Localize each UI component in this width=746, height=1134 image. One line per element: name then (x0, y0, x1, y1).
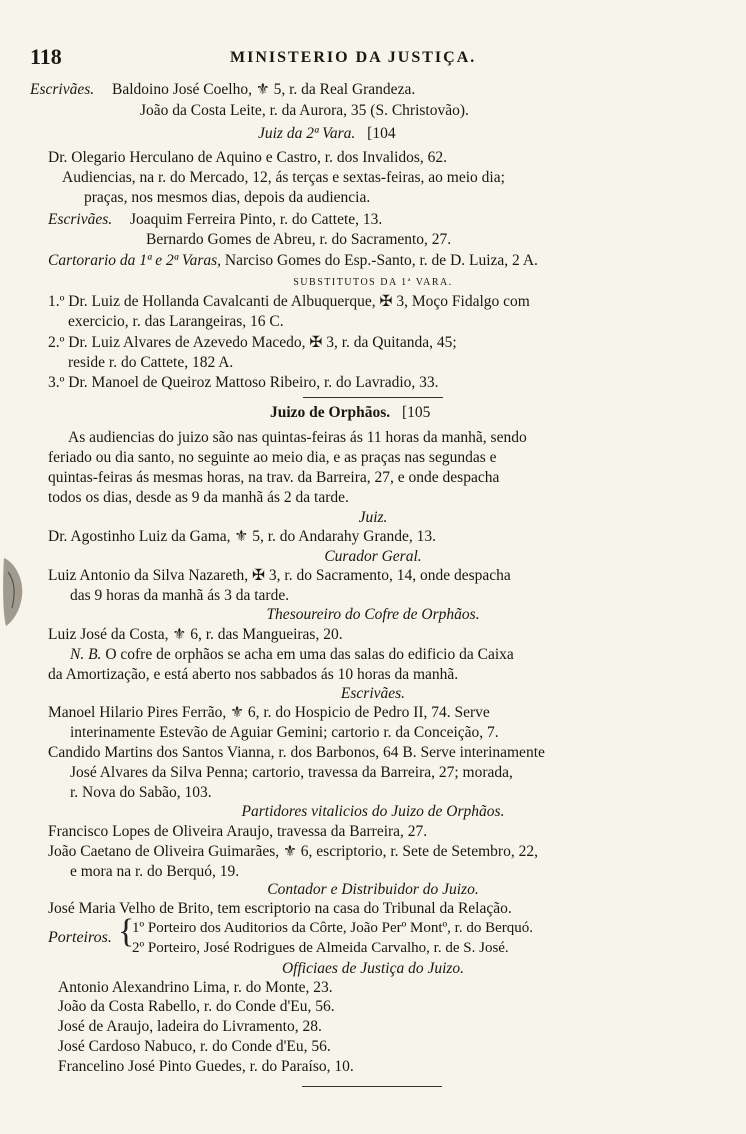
entry-line (48, 566, 511, 586)
entry-line: r. Nova do Sabão, 103. (70, 784, 212, 801)
subheading-partidores: Partidores vitalicios do Juizo de Orphãos. (241, 803, 505, 820)
entry-text: 1.º Dr. Luiz de Hollanda Cavalcanti de Albuquerque, (48, 293, 380, 310)
entry-line: José de Araujo, ladeira do Livramento, 28. (58, 1018, 322, 1035)
entry-line (48, 842, 538, 862)
entry-line: João da Costa Rabello, r. do Conde d'Eu, 56. (58, 998, 335, 1015)
entry-text: Dr. Agostinho Luiz da Gama, (48, 528, 235, 545)
entry-line: reside r. do Cattete, 182 A. (68, 354, 234, 371)
entry-text: 6, r. do Hospicio de Pedro II, 74. Serve (247, 704, 490, 721)
entry-line: Francelino José Pinto Guedes, r. do Paraíso, 10. (58, 1058, 354, 1075)
entry-line: José Alvares da Silva Penna; cartorio, travessa da Barreira, 27; morada, (70, 764, 513, 781)
entry-text: Narciso Gomes do Esp.-Santo, r. de D. Luiza, 2 A. (224, 252, 538, 269)
subheading-curador: Curador Geral. (324, 548, 422, 565)
entry-line: As audiencias do juizo são nas quintas-feiras ás 11 horas da manhã, sendo (68, 429, 527, 446)
cross-order-icon: ✠ (252, 567, 266, 584)
entry-line: interinamente Estevão de Aguiar Gemini; cartorio r. da Conceição, 7. (70, 724, 499, 741)
entry-text: João Caetano de Oliveira Guimarães, (48, 843, 283, 860)
entry-line (48, 703, 490, 723)
section-heading (258, 124, 396, 144)
subheading-juiz: Juiz. (358, 509, 388, 526)
entry-line: todos os dias, desde as 9 da manhã ás 2 da tarde. (48, 489, 349, 506)
page-title: MINISTERIO DA JUSTIÇA. (230, 49, 477, 66)
subheading-escrivaes: Escrivães. (340, 685, 406, 702)
entry-line (48, 625, 343, 645)
entry-line: feriado ou dia santo, no seguinte ao meio dia, e as praças nas segundas e (48, 449, 497, 466)
entry-line: João da Costa Leite, r. da Aurora, 35 (S. Christovão). (140, 102, 469, 119)
section-divider (303, 397, 443, 398)
entry-line: Antonio Alexandrino Lima, r. do Monte, 23. (58, 979, 333, 996)
reference-number: [105 (402, 404, 431, 421)
entry-text: 6, escriptorio, r. Sete de Setembro, 22, (300, 843, 538, 860)
cross-order-icon: ✠ (309, 334, 323, 351)
entry-text: O cofre de orphãos se acha em uma das salas do edificio da Caixa (105, 646, 514, 663)
heading-text: Juizo de Orphãos. (270, 404, 391, 421)
rose-order-icon: ⚜ (283, 843, 297, 860)
reference-number: [104 (367, 125, 396, 142)
entry-line: Candido Martins dos Santos Vianna, r. dos Barbonos, 64 B. Serve interinamente (48, 744, 545, 761)
label-porteiros: Porteiros. (48, 929, 112, 946)
subheading-thesoureiro: Thesoureiro do Cofre de Orphãos. (266, 606, 480, 623)
porteiro-1: 1º Porteiro dos Auditorios da Côrte, João Perº Montº, r. do Berquó. (132, 920, 534, 936)
cross-order-icon: ✠ (379, 293, 393, 310)
subheading-contador: Contador e Distribuidor do Juizo. (267, 881, 479, 898)
entry-line: e mora na r. do Berquó, 19. (70, 863, 240, 880)
label-escrivaes: Escrivães. (30, 81, 95, 98)
label-cartorario: Cartorario da 1ª e 2ª Varas, (48, 252, 222, 269)
entry-line: Francisco Lopes de Oliveira Araujo, travessa da Barreira, 27. (48, 823, 428, 840)
heading-text: Juiz da 2ª Vara. (258, 125, 356, 142)
subheading-officiaes: Officiaes de Justiça do Juizo. (281, 960, 465, 977)
entry-line: das 9 horas da manhã ás 3 da tarde. (70, 587, 290, 604)
entry-text: 3, r. da Quitanda, 45; (326, 334, 457, 351)
entry-line: Audiencias, na r. do Mercado, 12, ás terças e sextas-feiras, ao meio dia; (62, 169, 505, 186)
nota-bene: N. B. (70, 646, 102, 663)
entry-line (70, 645, 514, 665)
end-divider (302, 1086, 442, 1087)
entry-line: Dr. Olegario Herculano de Aquino e Castro, r. dos Invalidos, 62. (48, 149, 448, 166)
entry-line: da Amortização, e está aberto nos sabbados ás 10 horas da manhã. (48, 666, 459, 683)
entry-text: 5, r. do Andarahy Grande, 13. (252, 528, 436, 545)
entry-text: Luiz José da Costa, (48, 626, 173, 643)
page-number: 118 (30, 44, 62, 69)
entry-text: 6, r. das Mangueiras, 20. (190, 626, 343, 643)
brace-icon: { (118, 913, 135, 950)
entry-line (48, 527, 436, 547)
entry-line: José Cardoso Nabuco, r. do Conde d'Eu, 56. (58, 1038, 331, 1055)
entry-text: 5, r. da Real Grandeza. (273, 81, 416, 98)
entry-text: Luiz Antonio da Silva Nazareth, (48, 567, 253, 584)
page-header (30, 44, 690, 72)
entry-text: 2.º Dr. Luiz Alvares de Azevedo Macedo, (48, 334, 310, 351)
entry-text: Joaquim Ferreira Pinto, r. do Cattete, 13. (130, 211, 383, 228)
rose-order-icon: ⚜ (234, 528, 249, 545)
entry-text: 3, r. do Sacramento, 14, onde despacha (268, 567, 511, 584)
entry-line: Bernardo Gomes de Abreu, r. do Sacramento, 27. (146, 231, 452, 248)
entry-text: 3, Moço Fidalgo com (396, 293, 530, 310)
porteiros-label (48, 929, 112, 947)
entry-line: quintas-feiras ás mesmas horas, na trav. da Barreira, 27, e onde despacha (48, 469, 500, 486)
section-heading (270, 403, 430, 423)
cartorario-entry (48, 251, 538, 271)
entry-line: praças, nos mesmos dias, depois da audiencia. (84, 189, 371, 206)
entry-text: Manoel Hilario Pires Ferrão, (48, 704, 231, 721)
subheading-substitutos: SUBSTITUTOS DA 1ª VARA. (293, 277, 453, 288)
entry-text: Baldoino José Coelho, (112, 81, 256, 98)
entry-line: exercicio, r. das Larangeiras, 16 C. (68, 313, 284, 330)
escrivaes-entry-1 (30, 80, 415, 100)
entry-line (48, 333, 457, 353)
label-escrivaes: Escrivães. (48, 211, 113, 228)
rose-order-icon: ⚜ (230, 704, 244, 721)
porteiro-2: 2º Porteiro, José Rodrigues de Almeida Carvalho, r. de S. José. (132, 940, 509, 956)
entry-line: José Maria Velho de Brito, tem escriptorio na casa do Tribunal da Relação. (48, 900, 512, 917)
entry-line (48, 292, 530, 312)
rose-order-icon: ⚜ (172, 626, 187, 643)
rose-order-icon: ⚜ (255, 81, 270, 98)
entry-line: 3.º Dr. Manoel de Queiroz Mattoso Ribeiro, r. do Lavradio, 33. (48, 374, 439, 391)
escrivaes-entry-2 (48, 210, 382, 230)
